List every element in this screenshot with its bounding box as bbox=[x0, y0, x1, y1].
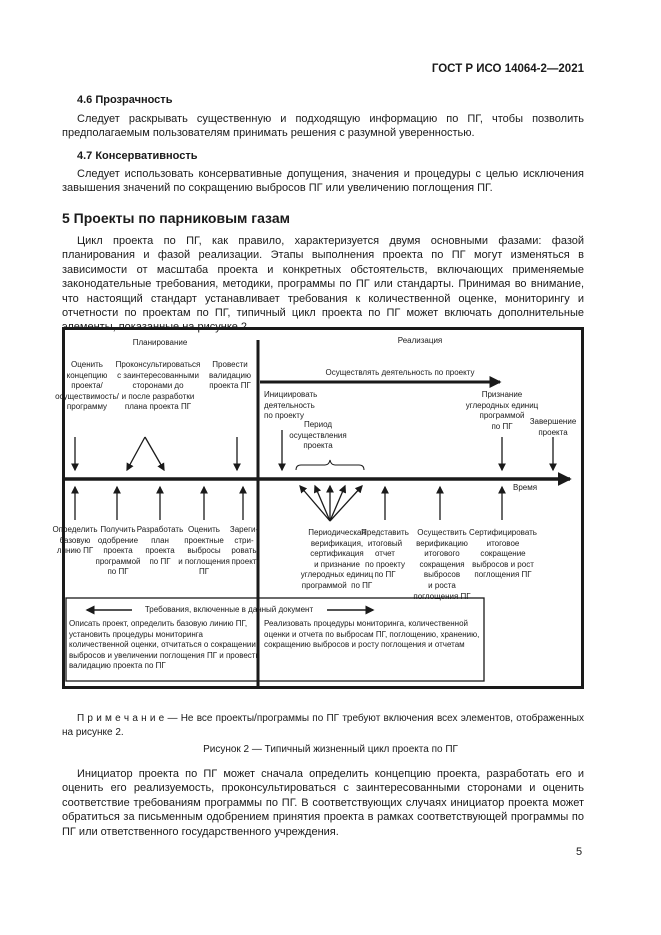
planning-step-baseline: Определить базовую линию ПГ bbox=[52, 525, 98, 556]
planning-step-validate: Провести валидацию проекта ПГ bbox=[209, 360, 251, 391]
period-brace bbox=[296, 460, 364, 470]
impl-period: Период осуществления проекта bbox=[289, 420, 347, 451]
impl-step-completion: Завершение проекта bbox=[529, 417, 577, 437]
impl-step-recognition: Признание углеродных единиц программой по ПГ bbox=[465, 390, 539, 431]
requirements-planning: Описать проект, определить базовую линию ПГ, установить процедуры мониторинга количественной оценки, отчитаться о сокращении выбросов и увеличении поглощения ПГ и провести валидацию проекта по ПГ bbox=[69, 619, 260, 671]
planning-label: Планирование bbox=[132, 338, 188, 347]
planning-step-approval: Получить одобрение проекта программой по ПГ bbox=[95, 525, 141, 577]
impl-step-initiate: Инициировать деятельность по проекту bbox=[264, 390, 318, 421]
planning-step-estimate: Оценить проектные выбросы и поглощения ПГ bbox=[178, 525, 230, 577]
section-4-7-text: Следует использовать консервативные допущения, значения и процедуры с целью исключения завышения значений по сокращению выбросов ПГ или увеличению поглощения ПГ. bbox=[62, 168, 584, 195]
impl-step-final-report: Представить итоговый отчет по проекту по ПГ bbox=[361, 528, 409, 580]
figure-note: П р и м е ч а н и е — Не все проекты/программы по ПГ требуют включения всех элементов, отображенных на рисунке 2. bbox=[62, 713, 584, 738]
planning-step-register: Зареги- стри- ровать проект bbox=[229, 525, 259, 566]
document-header: ГОСТ Р ИСО 14064-2—2021 bbox=[431, 63, 584, 75]
section-4-7-title: 4.7 Консервативность bbox=[77, 150, 198, 162]
requirements-implementation: Реализовать процедуры мониторинга, количественной оценки и отчета по выбросам ПГ, поглощению, хранению, сокращению выбросов и росту поглощения и отчетам bbox=[264, 619, 480, 650]
closing-paragraph: Инициатор проекта по ПГ может сначала определить концепцию проекта, разработать его и оценить его реализуемость, проконсультироваться с заинтересованными сторонами и оценить соответствие требованиям программы по ПГ. В соответствующих случаях инициатор проекта может обратиться за письменным одобрением принятия проекта в рамках соответствующей программы по ПГ или ответственного государственного учреждения. bbox=[62, 768, 584, 838]
impl-step-certify: Сертифицировать итоговое сокращение выбросов и рост поглощения ПГ bbox=[469, 528, 537, 580]
planning-step-consult: Проконсультироваться с заинтересованными сторонами до и после разработки плана проекта ПГ bbox=[115, 360, 201, 412]
requirements-label: Требования, включенные в данный документ bbox=[144, 605, 314, 614]
impl-step-periodic-verification: Периодическая верификация, сертификация и признание углеродных единиц программой по ПГ bbox=[300, 528, 374, 590]
figure-caption: Рисунок 2 — Типичный жизненный цикл проекта по ПГ bbox=[203, 744, 458, 755]
implementation-label: Реализация bbox=[397, 336, 443, 345]
time-label: Время bbox=[513, 483, 538, 492]
planning-step-plan: Разработать план проекта по ПГ bbox=[136, 525, 184, 566]
section-4-6-title: 4.6 Прозрачность bbox=[77, 94, 173, 106]
section-5-text: Цикл проекта по ПГ, как правило, характеризуется двумя основными фазами: фазой планирования и фазой реализации. Этапы выполнения проекта по ПГ могут изменяться в зависимости от масштаба проекта и конкретных обстоятельств, включающих применяемые законодательные требования, методики, программы по ПГ или стандарты. Принимая во внимание, что настоящий стандарт устанавливает требования к количественной оценке, мониторингу и отчетности по проектам по ПГ, типичный цикл проекта по ПГ может включать дополнительные элементы, показанные на рисунке 2. bbox=[62, 235, 584, 334]
project-lifecycle-diagram bbox=[52, 327, 584, 689]
impl-step-final-verification: Осуществить верификацию итогового сокращения выбросов и роста поглощения ПГ bbox=[413, 528, 471, 601]
planning-step-assess: Оценить концепцию проекта/ осуществимость/ программу bbox=[55, 360, 119, 412]
section-4-6-text: Следует раскрывать существенную и подходящую информацию по ПГ, чтобы позволить предполагаемым пользователям принимать решения с разумной уверенностью. bbox=[62, 113, 584, 140]
section-5-title: 5 Проекты по парниковым газам bbox=[62, 210, 290, 226]
activity-arrow-label: Осуществлять деятельность по проекту bbox=[325, 368, 475, 377]
page-number: 5 bbox=[576, 846, 583, 858]
